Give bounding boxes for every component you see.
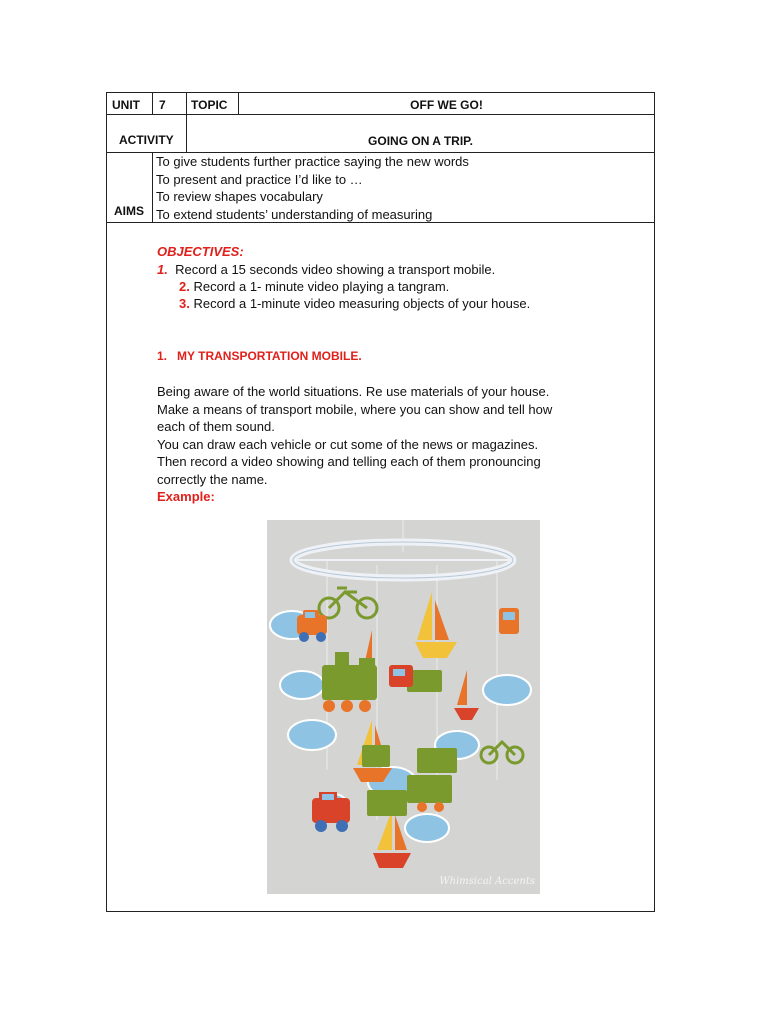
section-paragraph	[157, 383, 552, 506]
unit-value: 7	[153, 93, 187, 114]
unit-label: UNIT	[107, 93, 153, 114]
objective-item	[179, 278, 449, 296]
objective-text: Record a 1- minute video playing a tangram.	[193, 279, 450, 294]
topic-label: TOPIC	[187, 93, 239, 114]
paragraph-line: Being aware of the world situations. Re use materials of your house.	[157, 384, 550, 399]
aims-list	[156, 153, 469, 223]
activity-value: GOING ON A TRIP.	[368, 134, 473, 148]
topic-value: OFF WE GO!	[410, 98, 483, 112]
aim-item: To extend students’ understanding of measuring	[156, 206, 433, 222]
aims-label: AIMS	[107, 153, 153, 222]
paragraph-line: You can draw each vehicle or cut some of the news or magazines.	[157, 436, 539, 452]
paragraph-line: correctly the name.	[157, 471, 268, 487]
example-label: Example:	[157, 489, 215, 504]
activity-row	[107, 115, 654, 153]
aim-item: To review shapes vocabulary	[156, 189, 323, 204]
aim-item: To give students further practice saying the new words	[156, 154, 469, 169]
objective-number: 1.	[157, 262, 168, 277]
paragraph-line: Then record a video showing and telling each of them pronouncing	[157, 454, 541, 469]
objective-number: 2.	[179, 279, 190, 294]
photo-watermark: Whimsical Accents	[439, 876, 535, 887]
unit-row	[107, 93, 654, 115]
objective-number: 3.	[179, 296, 190, 311]
paragraph-line: each of them sound.	[157, 419, 275, 434]
activity-label: ACTIVITY	[107, 115, 187, 152]
objective-text: Record a 1-minute video measuring objects of your house.	[193, 296, 531, 311]
objective-text: Record a 15 seconds video showing a transport mobile.	[175, 262, 496, 277]
section-heading: 1. MY TRANSPORTATION MOBILE.	[157, 349, 362, 363]
objectives-heading: OBJECTIVES:	[157, 244, 244, 259]
objective-item	[157, 261, 495, 279]
aims-row	[107, 153, 654, 223]
lesson-plan-table	[106, 92, 655, 912]
objective-item	[179, 295, 530, 313]
transport-mobile-photo	[267, 520, 540, 894]
aim-item: To present and practice I’d like to …	[156, 171, 363, 187]
paragraph-line: Make a means of transport mobile, where you can show and tell how	[157, 401, 553, 417]
